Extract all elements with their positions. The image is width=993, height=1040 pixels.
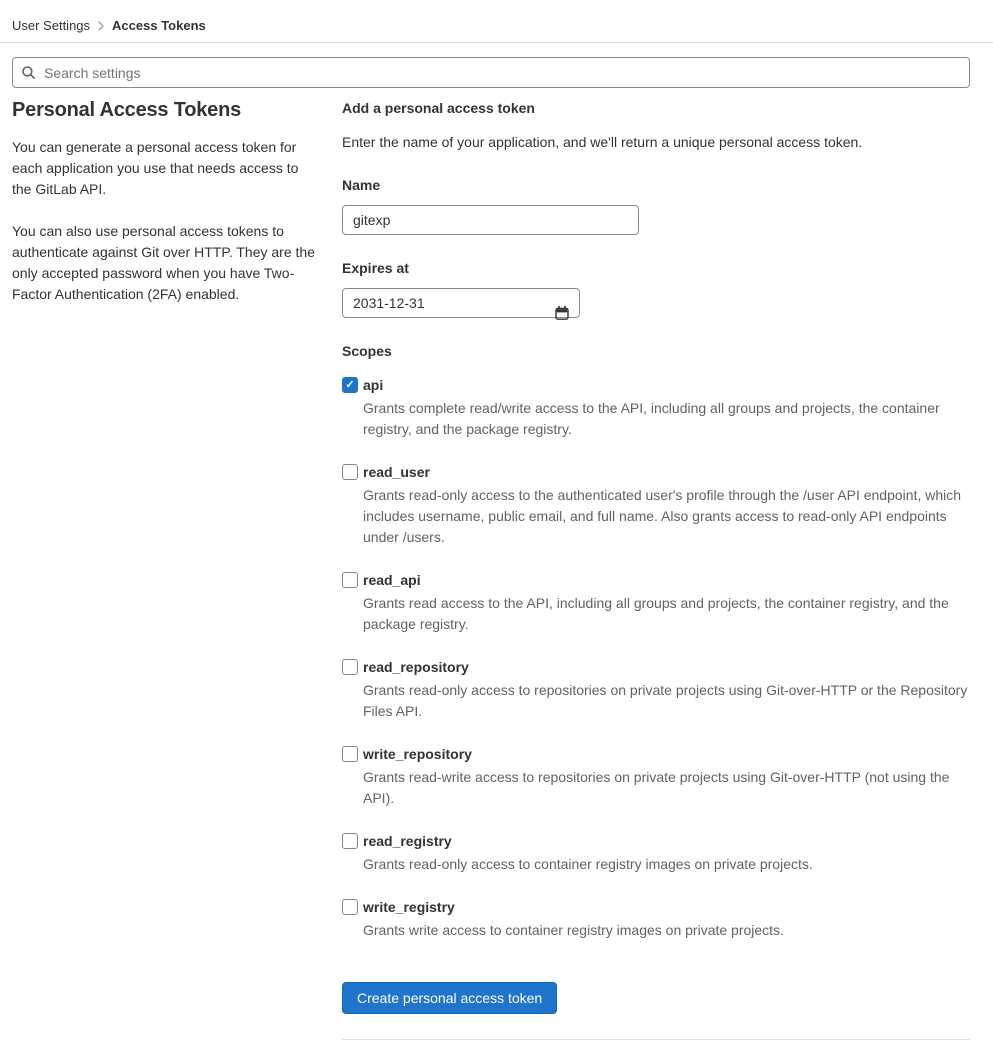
- scope-item-api: [342, 375, 970, 440]
- scope-item-write_repository: [342, 744, 970, 809]
- scopes-list: [342, 375, 970, 941]
- intro-paragraph-2: You can also use personal access tokens to authenticate against Git over HTTP. They are the only accepted password when you have Two-Factor Authentication (2FA) enabled.: [12, 223, 315, 302]
- form-description: Enter the name of your application, and we'll return a unique personal access token.: [342, 134, 863, 150]
- create-token-button[interactable]: Create personal access token: [342, 982, 557, 1014]
- scope-label-read_registry[interactable]: read_registry: [363, 833, 452, 849]
- scope-checkbox-write_repository[interactable]: [342, 746, 358, 762]
- expires-label: Expires at: [342, 260, 409, 276]
- scope-label-api[interactable]: api: [363, 377, 384, 393]
- settings-search: [12, 57, 970, 88]
- scope-item-read_repository: [342, 657, 970, 722]
- scope-label-write_registry[interactable]: write_registry: [363, 899, 455, 915]
- name-input[interactable]: [342, 205, 639, 235]
- search-input[interactable]: [12, 57, 970, 88]
- expires-field: [342, 288, 580, 318]
- breadcrumb-access-tokens: Access Tokens: [112, 18, 206, 33]
- scope-checkbox-write_registry[interactable]: [342, 899, 358, 915]
- scope-item-read_api: [342, 570, 970, 635]
- scope-description-read_api: Grants read access to the API, including all groups and projects, the container registry, and the package registry.: [363, 595, 949, 632]
- scope-item-read_registry: [342, 831, 970, 875]
- chevron-right-icon: [97, 20, 105, 32]
- expires-input[interactable]: [342, 288, 580, 318]
- breadcrumb-user-settings[interactable]: User Settings: [12, 18, 91, 33]
- scope-item-write_registry: [342, 897, 970, 941]
- scope-checkbox-read_registry[interactable]: [342, 833, 358, 849]
- scope-description-read_user: Grants read-only access to the authenticated user's profile through the /user API endpoint, which includes username, public email, and full name. Also grants access to read-only API endpoints under /users.: [363, 487, 962, 545]
- intro-paragraph-1: You can generate a personal access token for each application you use that needs access to the GitLab API.: [12, 139, 299, 197]
- scope-description-read_registry: Grants read-only access to container registry images on private projects.: [363, 856, 813, 872]
- content-columns: [0, 88, 993, 1040]
- header-divider: [0, 42, 993, 43]
- page-title: Personal Access Tokens: [12, 99, 242, 121]
- scope-label-read_api[interactable]: read_api: [363, 572, 421, 588]
- scope-checkbox-api[interactable]: ✓: [342, 377, 358, 393]
- scope-description-write_repository: Grants read-write access to repositories on private projects using Git-over-HTTP (not using the API).: [363, 769, 950, 806]
- scope-label-write_repository[interactable]: write_repository: [363, 746, 472, 762]
- token-form: [342, 88, 970, 1040]
- scope-description-read_repository: Grants read-only access to repositories on private projects using Git-over-HTTP or the Repository Files API.: [363, 682, 968, 719]
- breadcrumb: [0, 0, 993, 42]
- form-heading: Add a personal access token: [342, 100, 535, 116]
- calendar-icon: [554, 305, 570, 321]
- scope-description-api: Grants complete read/write access to the API, including all groups and projects, the container registry, and the package registry.: [363, 400, 940, 437]
- scope-checkbox-read_user[interactable]: [342, 464, 358, 480]
- scope-label-read_repository[interactable]: read_repository: [363, 659, 469, 675]
- scope-checkbox-read_repository[interactable]: [342, 659, 358, 675]
- name-label: Name: [342, 177, 381, 193]
- section-intro: [12, 88, 342, 1040]
- scopes-label: Scopes: [342, 343, 392, 359]
- scope-label-read_user[interactable]: read_user: [363, 464, 430, 480]
- scope-item-read_user: [342, 462, 970, 548]
- scope-checkbox-read_api[interactable]: [342, 572, 358, 588]
- scope-description-write_registry: Grants write access to container registry images on private projects.: [363, 922, 784, 938]
